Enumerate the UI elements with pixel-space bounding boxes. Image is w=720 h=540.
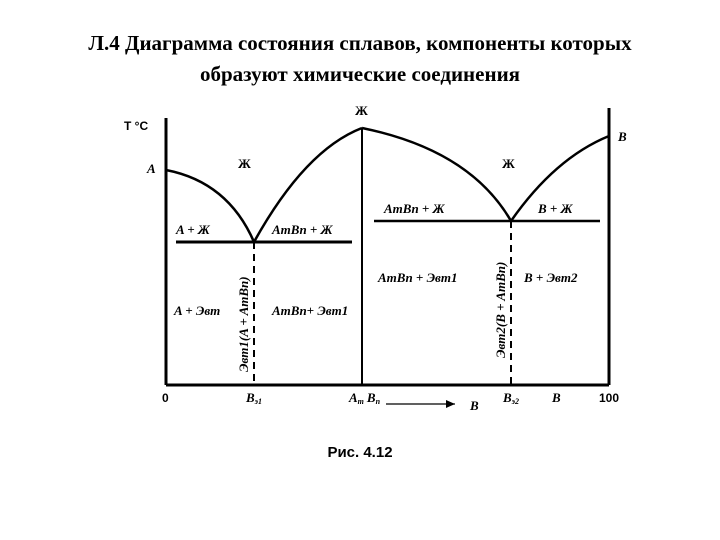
tick-compound-sub-n: n (375, 397, 381, 406)
tick-hundred: 100 (599, 391, 620, 405)
component-b-label: B (618, 129, 627, 144)
tick-eutectic-1-main: B (246, 390, 255, 405)
tick-b: B (552, 390, 561, 405)
region-compound-liquid-right: AmBn + Ж (384, 201, 445, 216)
x-axis-label: B (470, 398, 479, 413)
tick-compound (348, 390, 381, 406)
region-compound-liquid-left: AmBn + Ж (272, 222, 333, 237)
tick-compound-b: B (366, 390, 376, 405)
tick-zero: 0 (162, 391, 169, 405)
liquid-region-left: Ж (238, 156, 251, 171)
y-axis-label: T °C (124, 119, 149, 133)
region-a-liquid: A + Ж (176, 222, 210, 237)
region-a-eutectic: A + Эвт (174, 303, 221, 318)
composition-arrow-head (446, 400, 455, 408)
eutectic-2-composition-label: Эвт2(B + AmBn) (493, 261, 508, 358)
tick-compound-sub-m: m (357, 397, 364, 406)
region-b-liquid: B + Ж (538, 201, 573, 216)
eutectic-1-composition-label: Эвт1(A + AmBn) (236, 276, 251, 372)
tick-eutectic-1 (245, 390, 262, 406)
tick-eutectic-1-sub: э1 (254, 397, 262, 406)
compound-melt-label: Ж (355, 103, 368, 118)
region-compound-eutectic1: AmBn+ Эвт1 (272, 303, 349, 318)
tick-compound-a: A (349, 390, 358, 405)
component-a-label: A (147, 161, 156, 176)
figure-caption: Рис. 4.12 (327, 444, 393, 461)
region-b-eutectic2: B + Эвт2 (524, 270, 578, 285)
liquid-region-right: Ж (502, 156, 515, 171)
tick-eutectic-2-main: B (503, 390, 512, 405)
region-compound-eutectic1-right: AmBn + Эвт1 (378, 270, 458, 285)
tick-eutectic-2 (502, 390, 519, 406)
title-line-2: образуют химические соединения (199, 62, 521, 86)
tick-eutectic-2-sub: э2 (511, 397, 519, 406)
title-line-1: Л.4 Диаграмма состояния сплавов, компоненты которых (88, 31, 632, 55)
